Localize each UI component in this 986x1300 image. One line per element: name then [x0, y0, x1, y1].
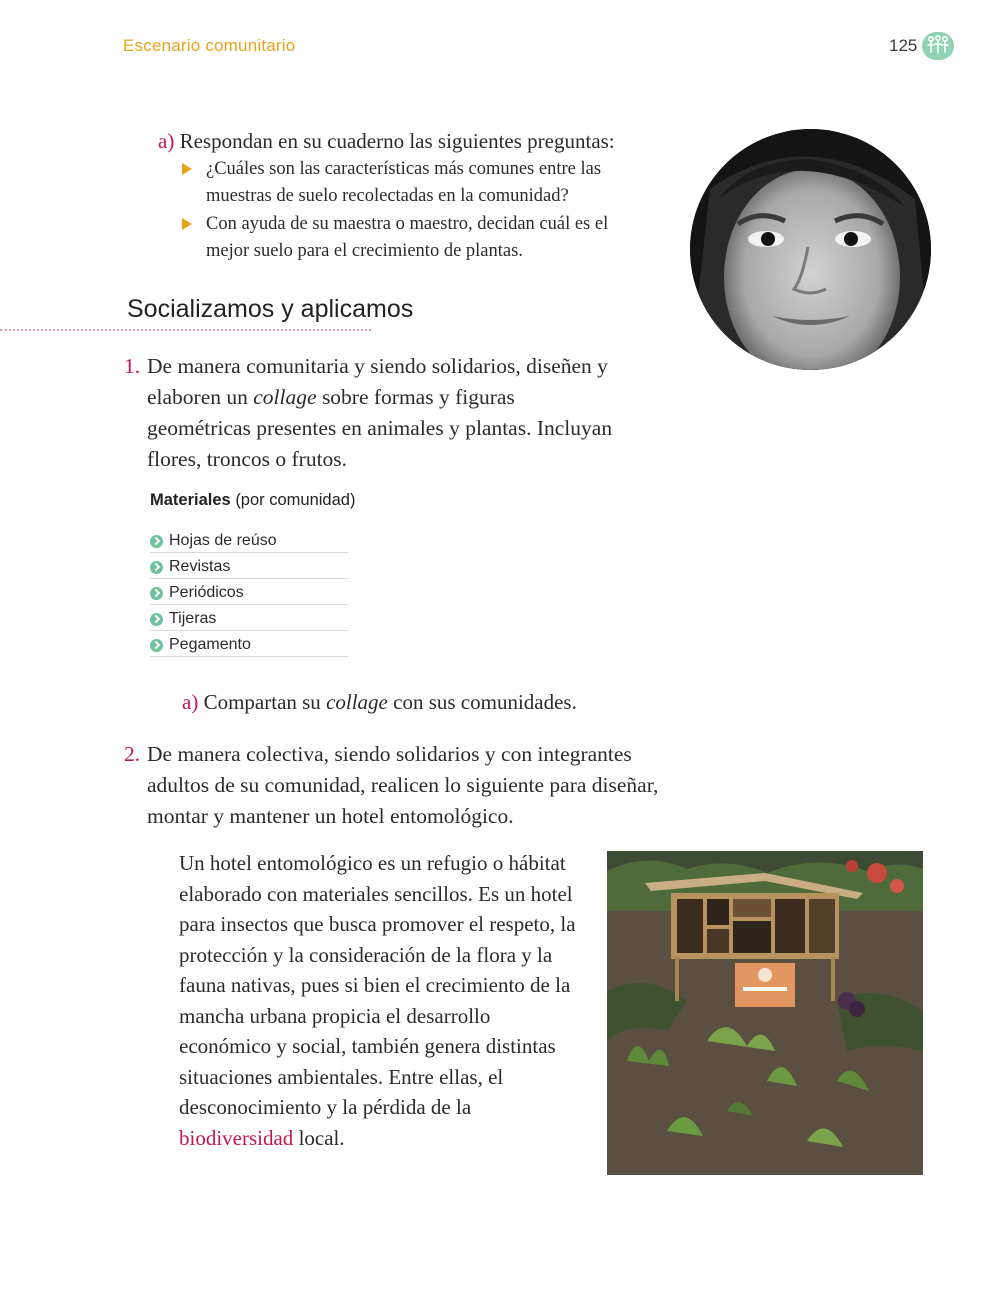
text-segment: Un hotel entomológico es un refugio o hábitat elaborado con materiales sencillos. Es un hotel para insectos que busca promover el respeto, la protección y la consideración de la flora y la fauna nativas, pues si bien el crecimiento de la mancha urbana propicia el desarrollo económico y social, también genera distintas situaciones ambientales. Entre ellas, el desconocimiento y la pérdida de la	[179, 851, 576, 1119]
text-segment: De manera comunitaria y siendo solidarios, diseñen y elaboren un	[147, 354, 608, 409]
question-a-text: Respondan en su cuaderno las siguientes preguntas:	[179, 129, 615, 153]
glossary-term-link[interactable]: biodiversidad	[179, 1125, 294, 1150]
question-a	[158, 128, 678, 155]
info-paragraph	[179, 848, 579, 1153]
material-label: Hojas de reúso	[169, 532, 277, 549]
community-icon	[922, 32, 954, 60]
page-number: 125	[889, 36, 918, 55]
text-segment: Compartan su	[203, 690, 327, 714]
item-number: 2.	[124, 742, 141, 766]
item-marker: a)	[158, 129, 175, 153]
materials-label: Materiales	[150, 491, 231, 509]
chevron-bullet-icon	[150, 561, 163, 574]
activity-item-2-text: De manera colectiva, siendo solidarios y con integrantes adultos de su comunidad, realicen lo siguiente para diseñar, montar y mantener un hotel entomológico.	[147, 742, 659, 828]
activity-item-1-text	[147, 351, 622, 475]
material-label: Tijeras	[169, 610, 217, 627]
chevron-bullet-icon	[150, 639, 163, 652]
materials-subtitle: (por comunidad)	[235, 491, 356, 509]
item-number: 1.	[124, 354, 141, 378]
chevron-bullet-icon	[150, 613, 163, 626]
section-title: Escenario comunitario	[123, 36, 296, 55]
chevron-bullet-icon	[150, 535, 163, 548]
text-segment: sobre formas y figuras geométricas presentes en animales y plantas. Incluyan flores, troncos o frutos.	[147, 385, 613, 471]
list-item	[150, 606, 348, 631]
material-label: Revistas	[169, 558, 231, 575]
sub-item-a	[182, 688, 577, 716]
text-segment: local.	[293, 1125, 345, 1150]
materials-title	[150, 491, 355, 510]
list-item	[150, 632, 348, 657]
child-portrait-photo	[690, 129, 931, 370]
item-marker: a)	[182, 690, 199, 714]
list-item	[182, 211, 652, 265]
insect-hotel-photo	[607, 851, 923, 1175]
chevron-bullet-icon	[150, 587, 163, 600]
section-heading: Socializamos y aplicamos	[127, 295, 414, 323]
list-item-text: Con ayuda de su maestra o maestro, decidan cuál es el mejor suelo para el crecimiento de plantas.	[206, 214, 609, 261]
list-item-text: ¿Cuáles son las características más comunes entre las muestras de suelo recolectadas en la comunidad?	[206, 159, 602, 206]
section-divider	[0, 329, 371, 331]
material-label: Periódicos	[169, 584, 244, 601]
question-list	[182, 156, 652, 266]
material-label: Pegamento	[169, 636, 251, 653]
list-item	[150, 528, 348, 553]
text-segment: con sus comunidades.	[387, 690, 577, 714]
italic-term: collage	[253, 385, 317, 409]
list-item	[150, 580, 348, 605]
list-item	[150, 554, 348, 579]
list-item	[182, 156, 652, 210]
triangle-bullet-icon	[182, 163, 192, 175]
italic-term: collage	[326, 690, 388, 714]
triangle-bullet-icon	[182, 218, 192, 230]
materials-list	[150, 528, 348, 658]
